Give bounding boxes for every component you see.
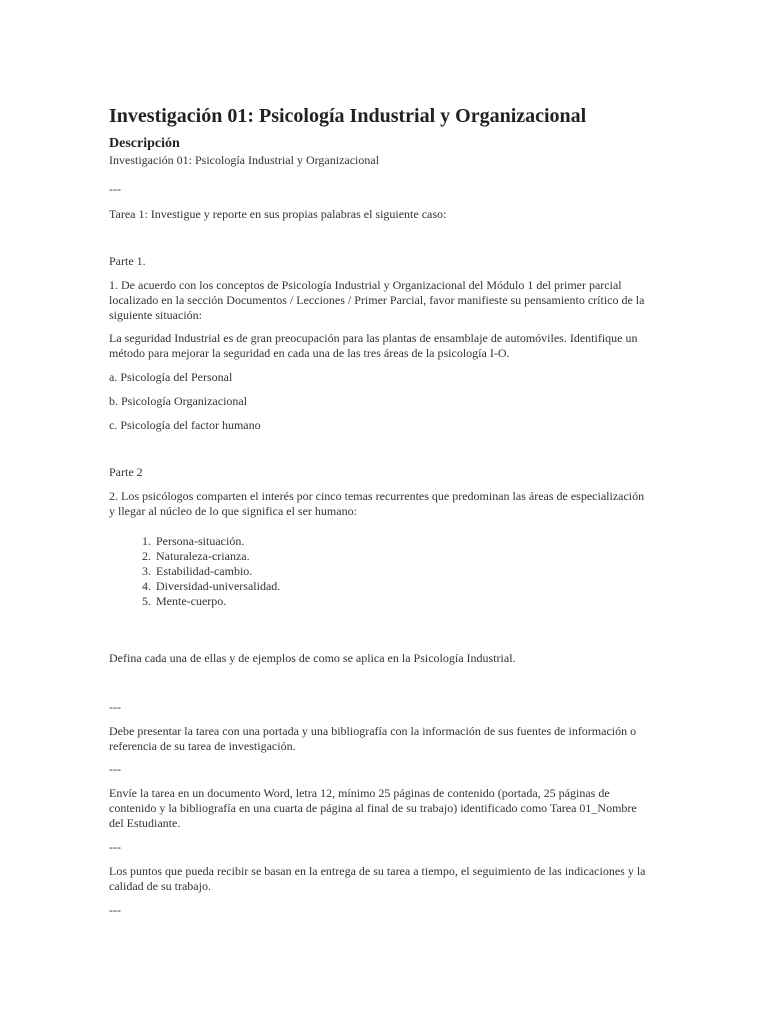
option-factor-humano: c. Psicología del factor humano [109,418,261,432]
option-personal: a. Psicología del Personal [109,370,233,384]
list-item: 4. Diversidad-universalidad. [154,579,649,594]
requirement-puntos: Los puntos que pueda recibir se basan en la entrega de su tarea a tiempo, el seguimiento de las indicaciones y la calidad de su trabajo. [109,864,646,893]
parte1-situation: La seguridad Industrial es de gran preocupación para las plantas de ensamblaje de automóviles. Identifique un método para mejorar la seguridad en cada una de las tres áreas de la psicología I-O. [109,331,638,360]
parte2-instruction: Defina cada una de ellas y de ejemplos de como se aplica en la Psicología Industrial. [109,651,516,665]
list-item: 2. Naturaleza-crianza. [154,549,649,564]
page-title: Investigación 01: Psicología Industrial y Organizacional [109,105,587,127]
separator: --- [109,700,121,714]
separator: --- [109,903,121,917]
tarea-text: Tarea 1: Investigue y reporte en sus propias palabras el siguiente caso: [109,207,447,221]
requirement-formato: Envíe la tarea en un documento Word, letra 12, mínimo 25 páginas de contenido (portada, 25 páginas de contenido y la bibliografía en una cuarta de página al final de su trabajo) identificado como Tarea 01_Nombre del Estudiante. [109,786,637,830]
description-subtitle: Investigación 01: Psicología Industrial y Organizacional [109,153,380,167]
requirement-portada: Debe presentar la tarea con una portada y una bibliografía con la información de sus fuentes de información o referencia de su tarea de investigación. [109,724,637,753]
document-content [109,104,649,918]
description-heading: Descripción [109,136,180,151]
list-item: 1. Persona-situación. [154,534,649,549]
parte2-question: 2. Los psicólogos comparten el interés por cinco temas recurrentes que predominan las áreas de especialización y llegar al núcleo de lo que significa el ser humano: [109,489,645,518]
parte2-heading: Parte 2 [109,465,143,479]
separator: --- [109,762,121,776]
list-item: 5. Mente-cuerpo. [154,594,649,609]
list-item: 3. Estabilidad-cambio. [154,564,649,579]
parte1-heading: Parte 1. [109,254,146,268]
separator: --- [109,182,121,196]
parte1-question: 1. De acuerdo con los conceptos de Psicología Industrial y Organizacional del Módulo 1 del primer parcial localizado en la sección Documentos / Lecciones / Primer Parcial, favor manifieste su pensamiento crítico de la siguiente situación: [109,278,645,322]
separator: --- [109,840,121,854]
option-organizacional: b. Psicología Organizacional [109,394,248,408]
topics-list [109,534,649,609]
